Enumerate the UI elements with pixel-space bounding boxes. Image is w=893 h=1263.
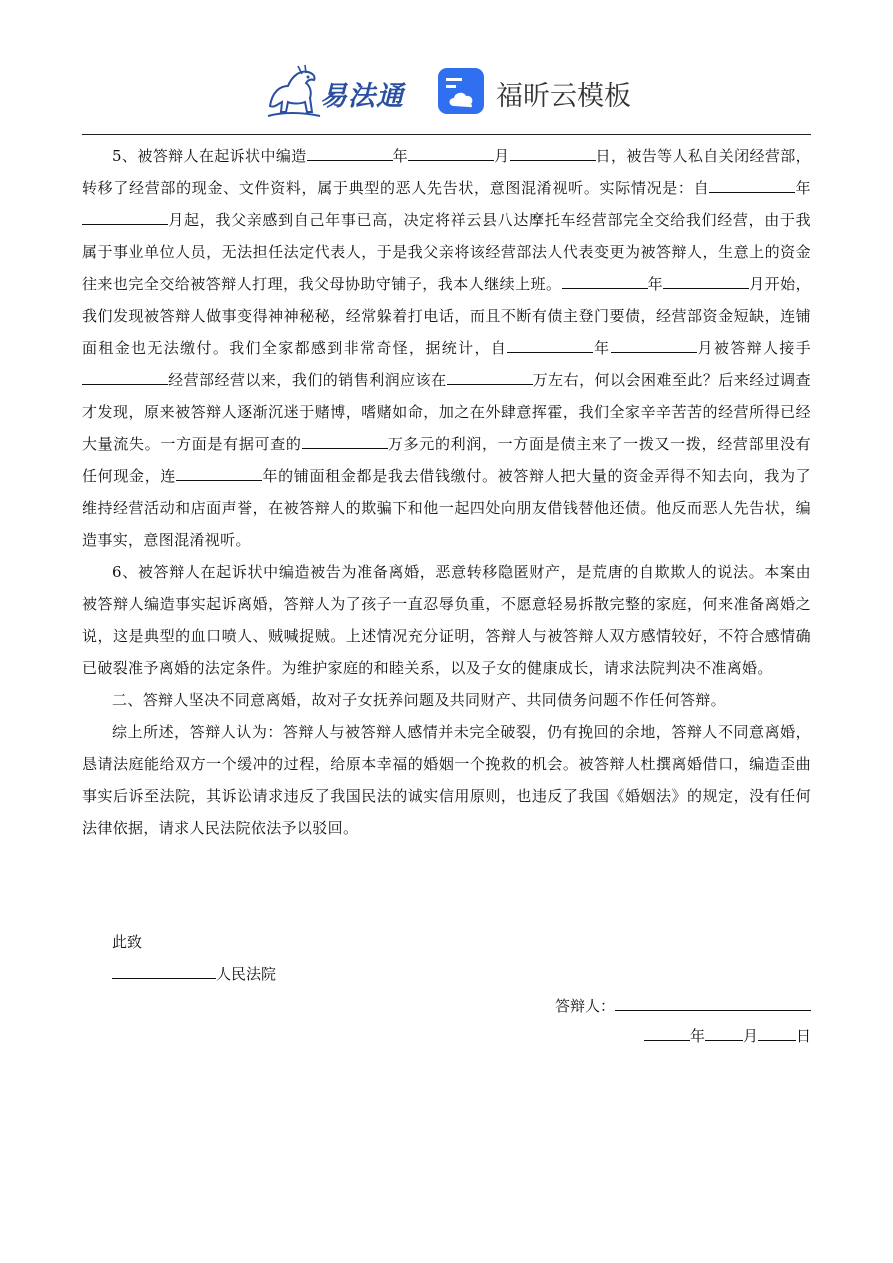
logo-wordmark: 易法通 [320, 81, 404, 112]
text-segment: 年的铺面租金都是我去借钱缴付。被答辩人把大量的资金弄得不知去向，我为了维持经营活动和店面声誉，在被答辩人的欺骗下和他一起四处向朋友借钱替他还债。他反而恶人先告状，编造事实，意图混淆视听。 [82, 467, 811, 549]
page-header [0, 58, 893, 128]
respondent-label: 答辩人： [554, 997, 615, 1015]
header-divider [82, 134, 811, 135]
fill-blank[interactable] [611, 335, 697, 353]
fill-blank[interactable] [663, 271, 749, 289]
day-blank[interactable] [758, 1024, 796, 1041]
text-segment: 年 [647, 275, 664, 293]
signature-date [644, 1024, 811, 1048]
fill-blank[interactable] [709, 175, 795, 193]
text-segment: 年 [795, 179, 811, 197]
fuxin-logo [436, 66, 656, 122]
horse-icon [262, 62, 324, 122]
fill-blank[interactable] [176, 463, 262, 481]
fill-blank[interactable] [507, 335, 593, 353]
fill-blank[interactable] [510, 143, 596, 161]
text-segment: 万左右，何以会困难至此？后来经过调查才发现，原来被答辩人逐渐沉迷于赌博，嗜赌如命，加之在外肆意挥霍，我们全家辛辛苦苦的经营所得已经大量流失。一方面是有据可查的 [82, 371, 811, 453]
text-segment: 月开始，我们发现被答辩人做事变得神神秘秘，经常躲着打电话，而且不断有债主登门要债，经营部资金短缺，连铺面租金也无法缴付。我们全家都感到非常奇怪，据统计，自 [82, 275, 811, 357]
text-segment: 日，被告等人私自关闭经营部，转移了经营部的现金、文件资料，属于典型的恶人先告状，意图混淆视听。实际情况是：自 [82, 147, 811, 197]
salutation: 此致 [112, 933, 143, 951]
cloud-document-icon [436, 66, 486, 116]
text-segment: 月 [494, 147, 510, 165]
document-body [82, 140, 811, 844]
respondent-blank[interactable] [615, 994, 811, 1011]
respondent-signature [555, 994, 811, 1018]
yifatong-logo [262, 62, 412, 122]
text-segment: 经营部经营以来，我们的销售利润应该在 [168, 371, 447, 389]
fill-blank[interactable] [562, 271, 648, 289]
text-segment: 月起，我父亲感到自己年事已高，决定将祥云县八达摩托车经营部完全交给我们经营，由于我属于事业单位人员，无法担任法定代表人，于是我父亲将该经营部法人代表变更为被答辩人，生意上的资金往来也完全交给被答辩人打理，我父母协助守铺子，我本人继续上班。 [82, 211, 811, 293]
fill-blank[interactable] [408, 143, 494, 161]
day-label: 日 [795, 1027, 811, 1045]
fill-blank[interactable] [307, 143, 393, 161]
text-segment: 年 [392, 147, 409, 165]
text-segment: 万多元的利润，一方面是债主来了一拨又一拨，经营部里没有任何现金，连 [82, 435, 811, 485]
text-segment: 5、被答辩人在起诉状中编造 [112, 147, 307, 165]
month-blank[interactable] [705, 1024, 743, 1041]
fill-blank[interactable] [82, 367, 168, 385]
paragraph-section-2: 二、答辩人坚决不同意离婚，故对子女抚养问题及共同财产、共同债务问题不作任何答辩。 [112, 691, 727, 709]
text-segment: 月被答辩人接手 [696, 339, 811, 357]
month-label: 月 [742, 1027, 758, 1045]
year-blank[interactable] [644, 1024, 690, 1041]
year-label: 年 [689, 1027, 705, 1045]
fill-blank[interactable] [302, 431, 388, 449]
fill-blank[interactable] [82, 207, 168, 225]
paragraph-6: 6、被答辩人在起诉状中编造被告为准备离婚，恶意转移隐匿财产，是荒唐的自欺欺人的说法。本案由被答辩人编造事实起诉离婚，答辩人为了孩子一直忍辱负重，不愿意轻易拆散完整的家庭，何来准备离婚之说，这是典型的血口喷人、贼喊捉贼。上述情况充分证明，答辩人与被答辩人双方感情较好，不符合感情确已破裂准予离婚的法定条件。为维护家庭的和睦关系，以及子女的健康成长，请求法院判决不准离婚。 [82, 563, 811, 677]
paragraph-conclusion: 综上所述，答辩人认为：答辩人与被答辩人感情并未完全破裂，仍有挽回的余地，答辩人不同意离婚，恳请法庭能给双方一个缓冲的过程，给原本幸福的婚姻一个挽救的机会。被答辩人杜撰离婚借口，编造歪曲事实后诉至法院，其诉讼请求违反了我国民法的诚实信用原则，也违反了我国《婚姻法》的规定，没有任何法律依据，请求人民法院依法予以驳回。 [82, 723, 811, 837]
fill-blank[interactable] [447, 367, 533, 385]
text-segment: 年 [593, 339, 611, 357]
paragraph-5 [82, 140, 811, 556]
court-line [112, 962, 276, 986]
logo-wordmark-fuxin: 福昕云模板 [496, 81, 631, 112]
court-suffix: 人民法院 [216, 965, 277, 983]
court-name-blank[interactable] [112, 962, 216, 979]
